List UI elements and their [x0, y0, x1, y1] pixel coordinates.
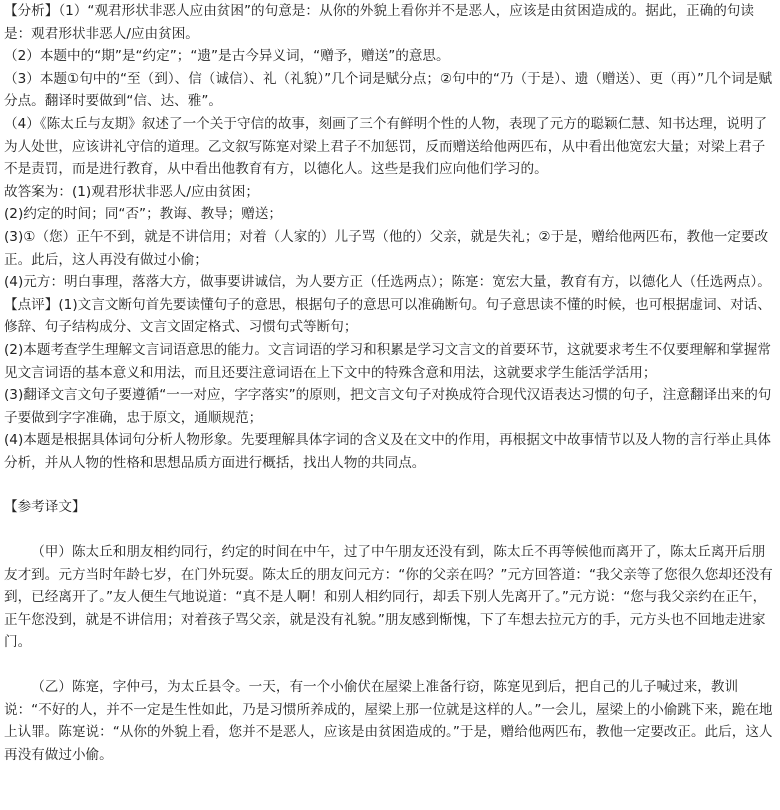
analysis-point-3: （3）本题①句中的“至（到）、信（诚信）、礼（礼貌）”几个词是赋分点；②句中的“乃（于是）、遗（赠送）、更（再）”几个词是赋分点。翻译时要做到“信、达、雅”。: [4, 70, 773, 110]
translation-jia: （甲）陈太丘和朋友相约同行，约定的时间在中午，过了中午朋友还没有到，陈太丘不再等候他而离开了，陈太丘离开后朋友才到。元方当时年龄七岁，在门外玩耍。陈太丘的朋友问元方：“你的父亲在吗？”元方回答道：“我父亲等了您很久您却还没有到，已经离开了。”友人便生气地说道：“真不是人啊！和别人相约同行，却丢下别人先离开了。”元方说：“您与我父亲约在正午，正午您没到，就是不讲信用；对着孩子骂父亲，就是没有礼貌。”朋友感到惭愧，下了车想去拉元方的手，元方头也不回地走进家门。: [4, 544, 773, 651]
section-spacer: [4, 474, 776, 496]
section-spacer: [4, 654, 776, 676]
comment-tag: 【点评】: [4, 296, 59, 313]
answer-item-3: (3)①（您）正午不到，就是不讲信用；对着（人家的）儿子骂（他的）父亲，就是失礼；②于是，赠给他两匹布，教他一定要改正。此后，这人再没有做过小偷；: [4, 228, 769, 268]
analysis-point-1: [4, 0, 776, 45]
comment-point-1: [4, 294, 776, 339]
answer-intro: 故答案为：(1)观君形状非恶人/应由贫困；: [4, 183, 259, 200]
analysis-tag: 【分析】: [4, 3, 59, 19]
section-spacer: [4, 519, 776, 541]
comment-point-3: (3)翻译文言文句子要遵循“一一对应，字字落实”的原则，把文言文句子对换成符合现代汉语表达习惯的句子，注意翻译出来的句子要做到字字准确，忠于原文，通顺规范；: [4, 387, 772, 426]
analysis-point-1-text: （1）“观君形状非恶人应由贫困”的句意是：从你的外貌上看你并不是恶人，应该是由贫困造成的。据此，正确的句读是：观君形状非恶人/应由贫困。: [4, 3, 754, 42]
comment-point-2: (2)本题考查学生理解文言词语意思的能力。文言词语的学习和积累是学习文言文的首要环节，这就要求考生不仅要理解和掌握常见文言词语的基本意义和用法，而且还要注意词语在上下文中的特殊含意和用法，这就要求学生能活学活用；: [4, 341, 771, 381]
comment-point-4: (4)本题是根据具体词句分析人物形象。先要理解具体字词的含义及在文中的作用，再根据文中故事情节以及人物的言行举止具体分析，并从人物的性格和思想品质方面进行概括，找出人物的共同点。: [4, 432, 771, 471]
comment-point-1-text: (1)文言文断句首先要读懂句子的意思，根据句子的意思可以准确断句。句子意思读不懂的时候，也可根据虚词、对话、修辞、句子结构成分、文言文固定格式、习惯句式等断句；: [4, 296, 771, 336]
analysis-point-4: （4）《陈太丘与友期》叙述了一个关于守信的故事，刻画了三个有鲜明个性的人物，表现了元方的聪颖仁慧、知书达理，说明了为人处世，应该讲礼守信的道理。乙文叙写陈寔对梁上君子不加惩罚，反而赠送给他两匹布，从中看出他宽宏大量；对梁上君子不是责罚，而是进行教育，从中看出他教育有方，以德化人。这些是我们应向他们学习的。: [4, 115, 768, 178]
translation-yi: （乙）陈寔，字仲弓，为太丘县令。一天，有一个小偷伏在屋梁上准备行窃，陈寔见到后，把自己的儿子喊过来，教训说：“不好的人，并不一定是生性如此，乃是习惯所养成的，屋梁上那一位就是这样的人。”一会儿，屋梁上的小偷跳下来，跪在地上认罪。陈寔说：“从你的外貌上看，您并不是恶人，应该是由贫困造成的。”于是，赠给他两匹布，教他一定要改正。此后，这人再没有做过小偷。: [4, 679, 773, 763]
translation-heading: 【参考译文】: [4, 499, 86, 516]
answer-item-2: (2)约定的时间；同“否”；教诲、教导；赠送；: [4, 206, 283, 223]
analysis-point-2: （2）本题中的“期”是“约定”；“遗”是古今异义词，“赠予，赠送”的意思。: [4, 48, 450, 65]
answer-item-4: (4)元方：明白事理，落落大方，做事要讲诚信，为人要方正（任选两点）；陈寔：宽宏大量，教育有方，以德化人（任选两点）。: [4, 274, 771, 291]
